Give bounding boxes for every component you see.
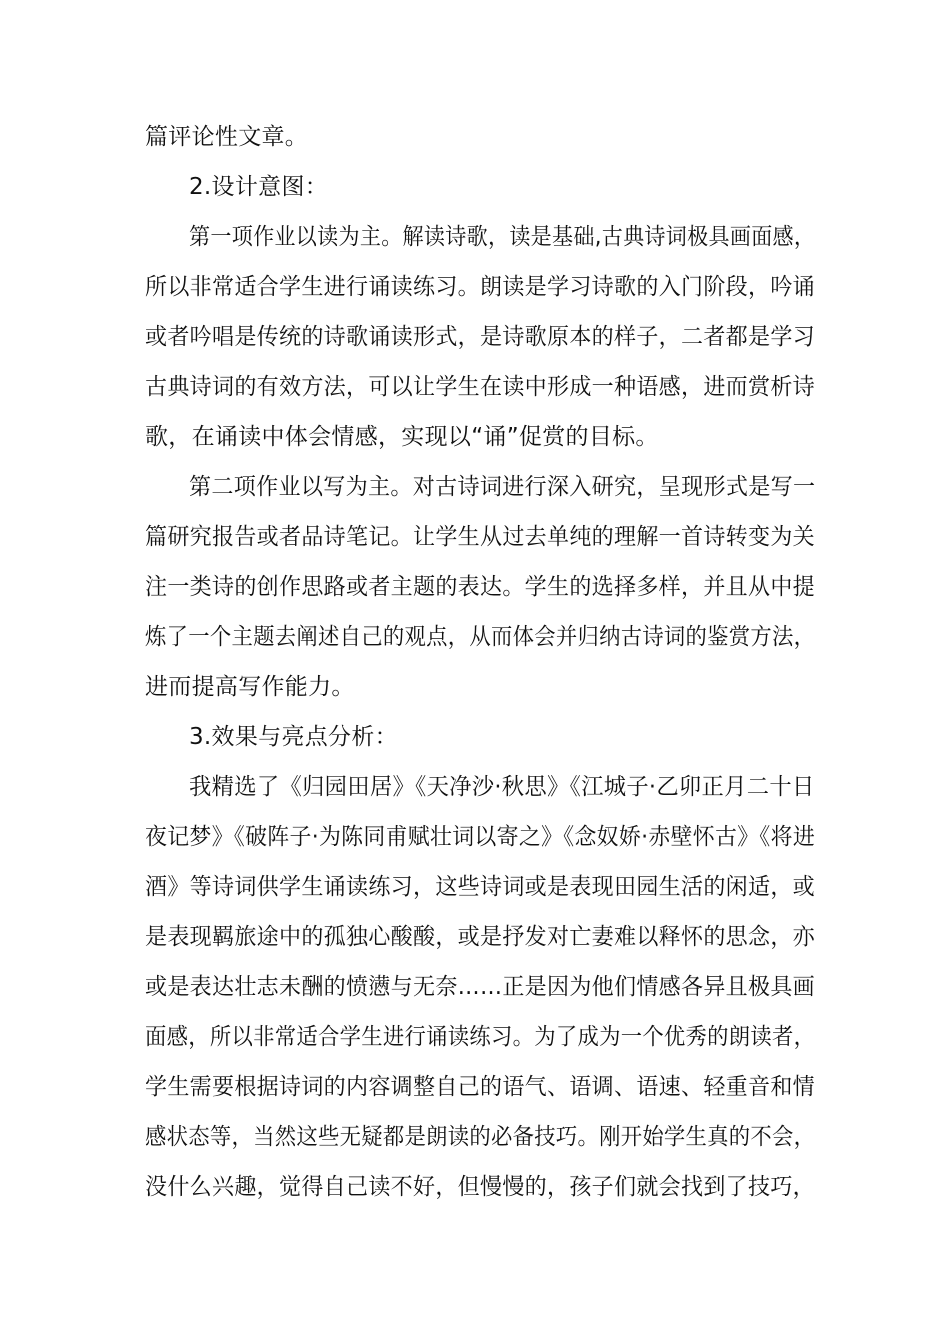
text-line: 注一类诗的创作思路或者主题的表达。学生的选择多样，并且从中提 [145,574,815,600]
text-line: 炼了一个主题去阐述自己的观点，从而体会并归纳古诗词的鉴赏方法， [145,624,816,650]
text-line: 第一项作业以读为主。解读诗歌，读是基础,古典诗词极具画面感， [189,224,816,250]
text-line: 酒》等诗词供学生诵读练习，这些诗词或是表现田园生活的闲适，或 [145,874,815,900]
section-heading: 3.效果与亮点分析： [189,724,398,750]
text-line: 我精选了《归园田居》《天净沙·秋思》《江城子·乙卯正月二十日 [189,774,815,800]
text-line: 夜记梦》《破阵子·为陈同甫赋壮词以寄之》《念奴娇·赤壁怀古》《将进 [145,824,816,850]
text-line: 古典诗词的有效方法，可以让学生在读中形成一种语感，进而赏析诗 [145,374,815,400]
text-line: 或是表达壮志未酬的愤懑与无奈……正是因为他们情感各异且极具画 [145,974,815,1000]
text-line: 或者吟唱是传统的诗歌诵读形式，是诗歌原本的样子，二者都是学习 [145,324,815,350]
text-line: 歌，在诵读中体会情感，实现以“诵”促赏的目标。 [145,424,659,450]
text-line: 篇评论性文章。 [145,124,309,150]
section-heading: 2.设计意图： [189,174,329,200]
text-line: 没什么兴趣，觉得自己读不好，但慢慢的，孩子们就会找到了技巧， [145,1174,815,1200]
text-line: 是表现羁旅途中的孤独心酸酸，或是抒发对亡妻难以释怀的思念，亦 [145,924,815,950]
text-line: 篇研究报告或者品诗笔记。让学生从过去单纯的理解一首诗转变为关 [145,524,815,550]
text-line: 学生需要根据诗词的内容调整自己的语气、语调、语速、轻重音和情 [145,1074,815,1100]
text-line: 所以非常适合学生进行诵读练习。朗读是学习诗歌的入门阶段，吟诵 [145,274,815,300]
text-line: 感状态等，当然这些无疑都是朗读的必备技巧。刚开始学生真的不会， [145,1124,816,1150]
text-line: 进而提高写作能力。 [145,674,355,700]
text-line: 面感，所以非常适合学生进行诵读练习。为了成为一个优秀的朗读者， [145,1024,816,1050]
text-line: 第二项作业以写为主。对古诗词进行深入研究，呈现形式是写一 [189,474,816,500]
